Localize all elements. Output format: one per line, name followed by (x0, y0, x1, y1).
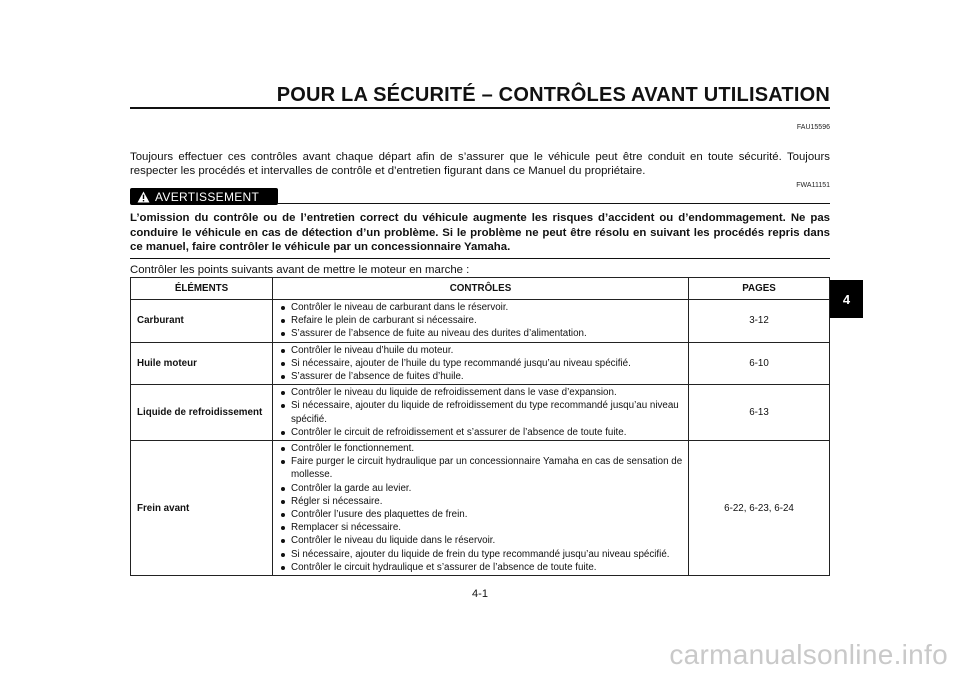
list-item (275, 548, 684, 561)
intro-paragraph: Toujours effectuer ces contrôles avant chaque départ afin de s’assurer que le véhicule peut être conduit en toute sécurité. Toujours respecter les procédés et intervalles de contrôle et d’entretien figurant dans ce Manuel du propriétaire. (130, 151, 830, 177)
row-pages: 6-22, 6-23, 6-24 (689, 441, 830, 576)
warning-text: L’omission du contrôle ou de l’entretien correct du véhicule augmente les risques d’accident ou d’endommagement. Ne pas conduire le véhicule en cas de détection d’un problème. Si le problème ne peut être résolu en suivant les procédés repris dans ce manuel, faire contrôler le véhicule par un concessionnaire Yamaha. (130, 212, 830, 253)
control-text: Contrôler le circuit hydraulique et s’assurer de l’absence de toute fuite. (291, 561, 597, 573)
watermark: carmanualsonline.info (669, 639, 948, 670)
control-text: Contrôler la garde au levier. (291, 482, 412, 494)
control-list (275, 442, 684, 574)
list-item (275, 521, 684, 534)
control-text: S’assurer de l’absence de fuite au niveau des durites d’alimentation. (291, 328, 587, 340)
bullet-icon (281, 319, 285, 323)
page-number: 4-1 (472, 588, 488, 600)
bullet-icon (281, 539, 285, 543)
list-item (275, 482, 684, 495)
list-item (275, 327, 684, 340)
control-text: Contrôler le fonctionnement. (291, 443, 415, 455)
bullet-icon (281, 553, 285, 557)
bullet-icon (281, 460, 285, 464)
row-item: Liquide de refroidissement (131, 385, 273, 441)
list-item (275, 534, 684, 547)
list-item (275, 561, 684, 574)
control-list (275, 386, 684, 439)
header-controls: CONTRÔLES (273, 278, 689, 300)
control-text: Remplacer si nécessaire. (291, 522, 401, 534)
bullet-icon (281, 526, 285, 530)
bullet-icon (281, 487, 285, 491)
table-header-row (131, 278, 830, 300)
control-text: Contrôler le niveau de carburant dans le réservoir. (291, 302, 509, 313)
row-pages: 6-13 (689, 385, 830, 441)
bullet-icon (281, 332, 285, 336)
list-item (275, 442, 684, 455)
bullet-icon (281, 513, 285, 517)
control-text: Régler si nécessaire. (291, 495, 383, 507)
row-controls (273, 342, 689, 385)
bullet-icon (281, 375, 285, 379)
list-item (275, 314, 684, 327)
list-item (275, 508, 684, 521)
bullet-icon (281, 362, 285, 366)
control-text: Contrôler le niveau du liquide dans le réservoir. (291, 535, 496, 547)
warning-triangle-icon (137, 191, 150, 203)
bullet-icon (281, 431, 285, 435)
warning-label: AVERTISSEMENT (155, 189, 260, 204)
list-item (275, 370, 684, 383)
table-row (131, 385, 830, 441)
bullet-icon (281, 404, 285, 408)
control-text: Contrôler le niveau d’huile du moteur. (291, 344, 454, 356)
title-rule (130, 107, 830, 109)
row-controls (273, 385, 689, 441)
control-text: S’assurer de l’absence de fuites d’huile. (291, 371, 464, 383)
table-row (131, 441, 830, 576)
control-list (275, 344, 684, 384)
control-text: Si nécessaire, ajouter du liquide de frein du type recommandé jusqu’au niveau spécifié. (291, 548, 670, 560)
control-text: Si nécessaire, ajouter de l’huile du type recommandé jusqu’au niveau spécifié. (291, 357, 631, 369)
section-code: FAU15596 (796, 124, 830, 131)
bullet-icon (281, 447, 285, 451)
control-text: Si nécessaire, ajouter du liquide de refroidissement du type recommandé jusqu’au niveau spécifié. (291, 400, 679, 425)
list-item (275, 399, 684, 425)
row-pages: 6-10 (689, 342, 830, 385)
list-item (275, 426, 684, 439)
page-title: POUR LA SÉCURITÉ – CONTRÔLES AVANT UTILISATION (276, 84, 830, 106)
row-pages: 3-12 (689, 300, 830, 343)
control-text: Contrôler le niveau du liquide de refroidissement dans le vase d’expansion. (291, 387, 617, 399)
list-item (275, 357, 684, 370)
bullet-icon (281, 500, 285, 504)
row-item: Huile moteur (131, 342, 273, 385)
list-item (275, 344, 684, 357)
bullet-icon (281, 566, 285, 570)
checklist-table (130, 277, 830, 576)
list-item (275, 495, 684, 508)
row-controls (273, 441, 689, 576)
row-item: Carburant (131, 300, 273, 343)
warning-code: FWA11151 (796, 182, 830, 189)
header-items: ÉLÉMENTS (131, 278, 273, 300)
chapter-tab: 4 (830, 280, 863, 318)
table-body (131, 300, 830, 576)
control-text: Contrôler le circuit de refroidissement et s’assurer de l’absence de toute fuite. (291, 426, 627, 438)
control-text: Contrôler l’usure des plaquettes de frein. (291, 509, 468, 521)
bullet-icon (281, 349, 285, 353)
table-row (131, 342, 830, 385)
list-item (275, 301, 684, 314)
bullet-icon (281, 391, 285, 395)
row-item: Frein avant (131, 441, 273, 576)
header-pages: PAGES (689, 278, 830, 300)
row-controls (273, 300, 689, 343)
warning-end-rule (130, 258, 830, 259)
table-row (131, 300, 830, 343)
warning-rule (278, 203, 830, 204)
list-item (275, 455, 684, 481)
control-text: Faire purger le circuit hydraulique par un concessionnaire Yamaha en cas de sensation de mollesse. (291, 456, 683, 481)
checklist-lead: Contrôler les points suivants avant de mettre le moteur en marche : (130, 264, 470, 276)
bullet-icon (281, 306, 285, 310)
list-item (275, 386, 684, 399)
control-list (275, 301, 684, 341)
control-text: Refaire le plein de carburant si nécessaire. (291, 315, 477, 327)
warning-badge (130, 188, 278, 205)
